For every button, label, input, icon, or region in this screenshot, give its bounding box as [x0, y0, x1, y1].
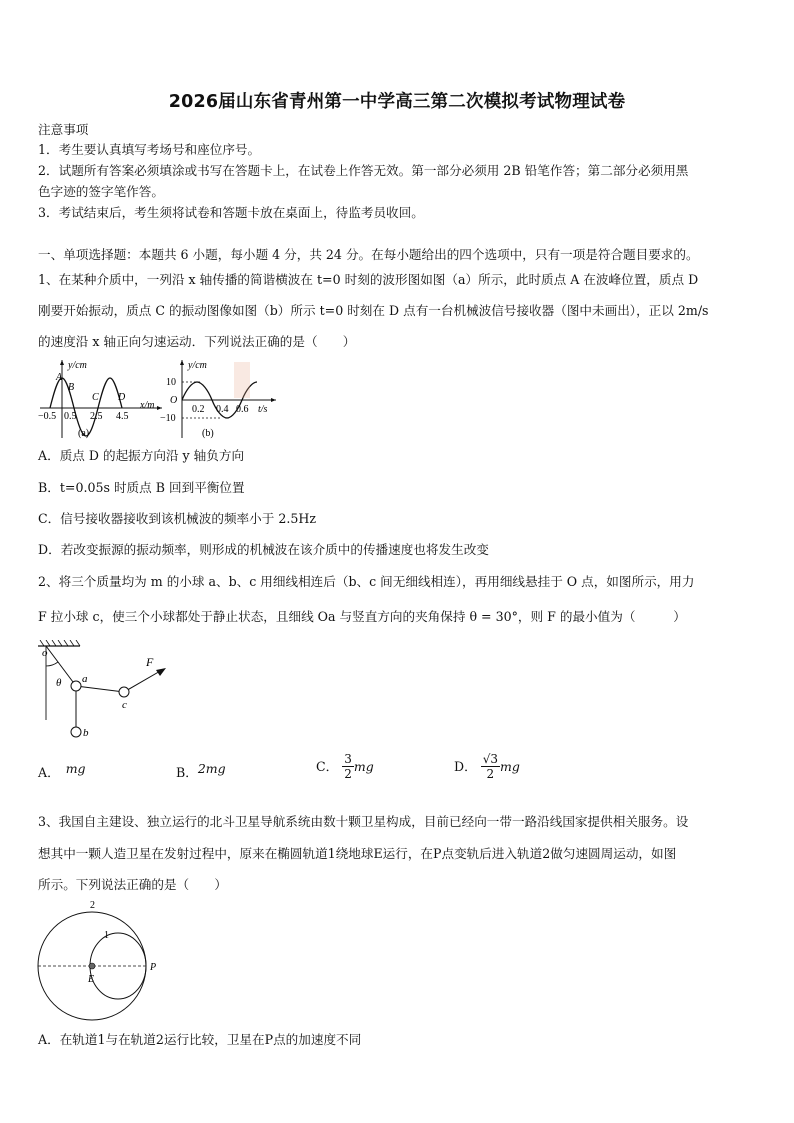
- section-heading: 一、单项选择题：本题共 6 小题，每小题 4 分，共 24 分。在每小题给出的四个选项中，只有一项是符合题目要求的。: [38, 247, 699, 262]
- q3-line-1: 3、我国自主建设、独立运行的北斗卫星导航系统由数十颗卫星构成，目前已经向一带一路沿线国家提供相关服务。设: [38, 814, 689, 829]
- fig-a-tick-1: −0.5: [38, 411, 57, 422]
- fig-b-ylabel: y/cm: [188, 360, 207, 371]
- q2-option-D-den: 2: [486, 767, 495, 781]
- fig-b-ytick-10: 10: [166, 377, 176, 388]
- notice-item-3: 3．考试结束后，考生须将试卷和答题卡放在桌面上，待监考员收回。: [38, 205, 424, 220]
- label-o: o: [42, 647, 48, 659]
- label-theta: θ: [56, 677, 62, 689]
- fig-b-xtick-1: 0.2: [192, 404, 205, 415]
- orbit-figure: [34, 898, 164, 1026]
- q3-option-A: A．在轨道1与在轨道2运行比较，卫星在P点的加速度不同: [38, 1032, 362, 1047]
- q2-option-B-label: B．: [176, 765, 198, 780]
- q2-option-C-den: 2: [344, 767, 352, 781]
- q2-option-C-label: C．: [316, 759, 339, 774]
- fig-b-xtick-3: 0.6: [236, 404, 249, 415]
- q2-line-2: F 拉小球 c，使三个小球都处于静止状态，且细线 Oa 与竖直方向的夹角保持 θ = 30°，则 F 的最小值为（ ）: [38, 609, 686, 624]
- fig-a-xlabel: x/m: [140, 400, 155, 411]
- fig-a-point-D: D: [118, 392, 126, 403]
- q1-line-1: 1、在某种介质中，一列沿 x 轴传播的简谐横波在 t=0 时刻的波形图如图（a）所示，此时质点 A 在波峰位置，质点 D: [38, 272, 699, 287]
- fig-a-tick-3: 2.5: [90, 411, 103, 422]
- q2-option-D-unit: mg: [500, 759, 520, 774]
- q3-line-3: 所示。下列说法正确的是（ ）: [38, 877, 227, 892]
- wave-graph-a: [36, 356, 166, 442]
- q2-option-D-fraction: [481, 752, 500, 781]
- fig-b-origin: O: [170, 395, 178, 406]
- q2-option-B: [176, 761, 226, 781]
- three-balls-figure: [34, 640, 174, 744]
- fig-b-caption: (b): [202, 428, 214, 439]
- notice-heading: 注意事项: [38, 122, 89, 137]
- fig-a-tick-2: 0.5: [64, 411, 77, 422]
- fig-b-ytick-neg10: −10: [160, 413, 176, 424]
- fig-a-point-A: A: [56, 372, 63, 383]
- label-orbit-2: 2: [90, 900, 95, 911]
- q3-line-2: 想其中一颗人造卫星在发射过程中，原来在椭圆轨道1绕地球E运行，在P点变轨后进入轨道2做匀速圆周运动，如图: [38, 846, 677, 861]
- page-title: 2026届山东省青州第一中学高三第二次模拟考试物理试卷: [168, 92, 626, 112]
- label-b: b: [83, 727, 89, 739]
- q2-option-D-label: D．: [454, 759, 477, 774]
- q1-option-C: C．信号接收器接收到该机械波的频率小于 2.5Hz: [38, 511, 316, 526]
- q1-option-D: D．若改变振源的振动频率，则形成的机械波在该介质中的传播速度也将发生改变: [38, 542, 489, 557]
- fig-b-xlabel: t/s: [258, 404, 268, 415]
- q2-line-1: 2、将三个质量均为 m 的小球 a、b、c 用细线相连后（b、c 间无细线相连），再用细线悬挂于 O 点，如图所示，用力: [38, 574, 695, 589]
- q1-line-3: 的速度沿 x 轴正向匀速运动．下列说法正确的是（ ）: [38, 334, 356, 349]
- q2-option-C-fraction: [342, 752, 354, 781]
- q1-option-B: B．t=0.05s 时质点 B 回到平衡位置: [38, 480, 245, 495]
- fig-a-tick-4: 4.5: [116, 411, 129, 422]
- label-earth-E: E: [88, 974, 95, 985]
- label-F: F: [146, 655, 154, 669]
- fig-b-xtick-2: 0.4: [216, 404, 229, 415]
- q2-option-D: [454, 752, 520, 781]
- label-orbit-1: 1: [104, 930, 109, 941]
- fig-a-caption: (a): [78, 428, 90, 439]
- label-point-P: P: [150, 962, 157, 973]
- label-a: a: [82, 673, 88, 685]
- q1-option-A: A．质点 D 的起振方向沿 y 轴负方向: [38, 448, 245, 463]
- q1-line-2: 刚要开始振动，质点 C 的振动图像如图（b）所示 t=0 时刻在 D 点有一台机械波信号接收器（图中未画出），正以 2m/s: [38, 303, 709, 318]
- notice-item-2-cont: 色字迹的签字笔作答。: [38, 184, 164, 199]
- fig-a-ylabel: y/cm: [68, 360, 87, 371]
- label-c: c: [122, 699, 127, 711]
- fig-a-point-B: B: [68, 382, 75, 393]
- q2-option-A-value: mg: [65, 761, 86, 776]
- fig-a-point-C: C: [92, 392, 99, 403]
- q2-option-C-unit: mg: [353, 759, 374, 774]
- vibration-graph-b: [160, 356, 280, 442]
- notice-item-2: 2．试题所有答案必须填涂或书写在答题卡上，在试卷上作答无效。第一部分必须用 2B 铅笔作答；第二部分必须用黑: [38, 163, 689, 178]
- q2-option-C-num: 3: [344, 752, 352, 766]
- q2-option-B-value: 2mg: [197, 761, 226, 776]
- q2-option-A: [38, 761, 86, 781]
- q2-option-A-label: A．: [38, 765, 60, 780]
- q2-option-D-num: √3: [482, 752, 498, 766]
- q2-option-C: [316, 752, 374, 781]
- notice-item-1: 1．考生要认真填写考场号和座位序号。: [38, 142, 261, 157]
